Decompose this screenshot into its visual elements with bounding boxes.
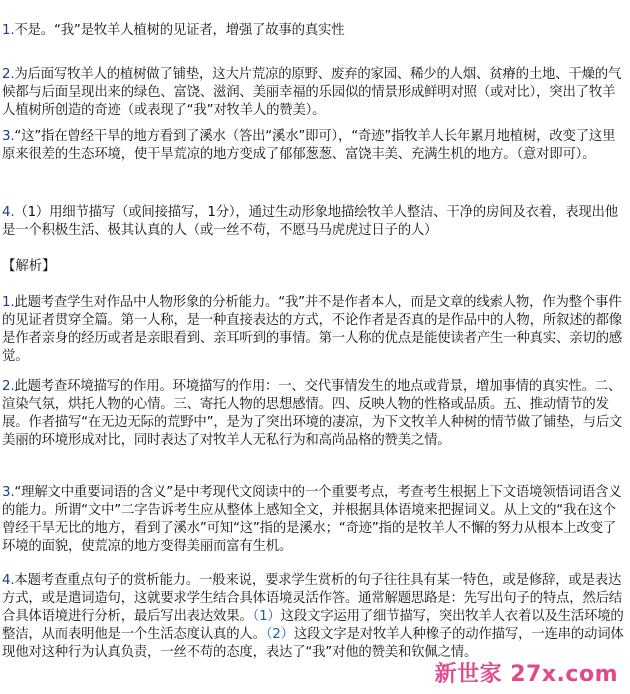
- analysis-1-text: 此题考查学生对作品中人物形象的分析能力。“我”并不是作者本人，而是文章的线索人物，作为整个事件的见证者贯穿全篇。第一人称，是一种直接表达的方式，不论作者是否真的是作品中的人物，所叙述的都像是作者亲身的经历或者是亲眼看到、亲耳听到的事情。第一人称的优点是能使读者产生一种真实、亲切的感觉。: [2, 295, 622, 364]
- answer-3: [2, 128, 626, 164]
- analysis-2-number: 2.: [2, 379, 15, 394]
- answer-2-text: 为后面写牧羊人的植树做了铺垫，这大片荒凉的原野、废弃的家园、稀少的人烟、贫瘠的土地、干燥的气候都与后面呈现出来的绿色、富饶、滋润、美丽幸福的乐园似的情景形成鲜明对照（或对比），突出了牧羊人植树所创造的奇迹（或表现了“我”对牧羊人的赞美）。: [2, 67, 622, 118]
- answer-1: [2, 22, 626, 40]
- answer-4-number: 4.: [2, 205, 15, 220]
- analysis-4-number: 4.: [2, 573, 15, 588]
- answer-4-text: （1）用细节描写（或间接描写，1分），通过生动形象地描绘牧羊人整洁、干净的房间及衣着，表现出他是一个积极生活、极其认真的人（或一丝不苟，不愿马马虎虎过日子的人）: [2, 205, 618, 238]
- answer-1-text: 不是。“我”是牧羊人植树的见证者，增强了故事的真实性: [14, 23, 345, 38]
- answer-3-number: 3.: [2, 129, 15, 144]
- analysis-4-text-a: 本题考查重点句子的赏析能力。一般来说，要求学生赏析的句子往往具有某一特色，或是修辞，或是表达方式，或是遣词造句，这就要求学生结合具体语境灵活作答。通常解题思路是：先写出句子的特点，然后结合具体语境进行分析，最后写出表达效果。: [2, 573, 622, 624]
- analysis-3: [2, 484, 626, 556]
- analysis-4-marker-1: （1）: [252, 609, 281, 624]
- analysis-1-number: 1.: [2, 295, 15, 310]
- analysis-4-marker-2: （2）: [265, 627, 294, 642]
- analysis-3-text: “理解文中重要词语的含义”是中考现代文阅读中的一个重要考点，考查考生根据上下文语境领悟词语含义的能力。所谓“文中”二字告诉考生应从整体上感知全文，并根据具体语境来把握词义。从上文的“我在这个曾经干旱无比的地方，看到了溪水”可知“这”指的是溪水；“奇迹”指的是牧羊人不懈的努力从根本上改变了环境的面貌，使荒凉的地方变得美丽而富有生机。: [2, 485, 622, 554]
- answer-2-number: 2.: [2, 67, 15, 82]
- analysis-4-text-b: 这段文字运用了细节描写，突出牧羊人衣着以及生活环境的整洁，从而表明他是一个生活态度认真的人。: [2, 609, 624, 642]
- answer-4: [2, 204, 626, 240]
- analysis-4-text-c: 这段文字是对牧羊人种橡子的动作描写，一连串的动词体现他对这种行为认真负责，一丝不苟的态度，表达了“我”对他的赞美和钦佩之情。: [2, 627, 624, 660]
- answer-3-text: “这”指在曾经干旱的地方看到了溪水（答出“溪水”即可），“奇迹”指牧羊人长年累月地植树，改变了这里原来很差的生态环境，使干旱荒凉的地方变成了郁郁葱葱、富饶丰美、充满生机的地方。（意对即可）。: [2, 129, 616, 162]
- analysis-2: [2, 378, 626, 450]
- analysis-2-text: 此题考查环境描写的作用。环境描写的作用：一、交代事情发生的地点或背景，增加事情的真实性。二、渲染气氛，烘托人物的心情。三、寄托人物的思想感情。四、反映人物的性格或品质。五、推动情节的发展。作者描写“在无边无际的荒野中”，是为了突出环境的凄凉，为下文牧羊人种树的情节做了铺垫，与后文美丽的环境形成对比，同时表达了对牧羊人无私行为和高尚品格的赞美之情。: [2, 379, 623, 448]
- analysis-4: [2, 572, 626, 662]
- answer-2: [2, 66, 626, 120]
- analysis-heading: 【解析】: [2, 259, 56, 274]
- analysis-1: [2, 294, 626, 366]
- analysis-3-number: 3.: [2, 485, 15, 500]
- site-watermark: 新世家 27x.com: [434, 662, 618, 687]
- answer-1-number: 1.: [2, 23, 15, 38]
